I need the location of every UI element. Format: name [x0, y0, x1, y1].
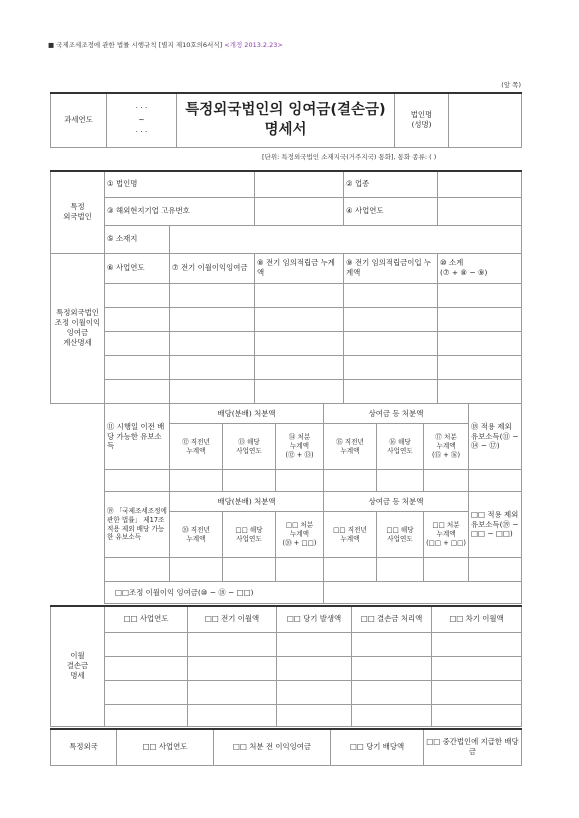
data-cell[interactable] [188, 704, 277, 726]
data-cell[interactable] [255, 379, 344, 403]
adjusted-surplus-label: □□조정 이월이익 잉여금(⑩ − ⑱ − □□) [105, 582, 324, 604]
fiscal-year-label: 과세연도 [51, 93, 107, 147]
last-section-label: 특정외국 [51, 729, 117, 765]
data-cell[interactable] [344, 355, 438, 379]
data-cell[interactable] [344, 283, 438, 307]
col-h24: □□ 해당 사업연도 [377, 512, 424, 558]
col-h13: ⑬ 해당 사업연도 [223, 424, 276, 470]
form-header [48, 40, 283, 49]
industry-cell: ② 업종 [344, 171, 438, 197]
last-h1: □□ 사업연도 [117, 729, 214, 765]
data-cell[interactable] [105, 355, 170, 379]
data-cell[interactable] [170, 379, 255, 403]
col-h11: ⑪ 시행일 이전 배당 가능한 유보소득 [105, 404, 170, 470]
business-year-input[interactable] [438, 197, 522, 225]
industry-input[interactable] [438, 171, 522, 197]
corp-name-field[interactable] [449, 93, 522, 147]
dividend-group-header-2: 배당(분배) 처분액 [170, 492, 324, 512]
data-cell[interactable] [170, 331, 255, 355]
calc-section-label: 특정외국법인 조정 이월이익 잉여금 계산명세 [51, 253, 105, 403]
form-title-line2: 명세서 [264, 122, 307, 139]
last-h2: □□ 처분 전 이익잉여금 [214, 729, 331, 765]
data-cell[interactable] [432, 680, 522, 704]
col-h16: ⑯ 해당 사업연도 [377, 424, 424, 470]
data-cell[interactable] [170, 355, 255, 379]
col-h22: □□ 처분 누계액 (⑳ + □□) [276, 512, 324, 558]
col-h15: ⑮ 직전년 누계액 [324, 424, 377, 470]
fiscal-year-field[interactable] [107, 93, 177, 147]
col-h8: ⑧ 전기 임의적립금 누계액 [255, 253, 344, 283]
col-h21: □□ 해당 사업연도 [223, 512, 276, 558]
data-cell[interactable] [352, 632, 432, 656]
data-cell[interactable] [105, 704, 188, 726]
data-cell[interactable] [344, 331, 438, 355]
col-h14: ⑭ 처분 누계액 (⑫ + ⑬) [276, 424, 324, 470]
fiscal-start-date: · · · [135, 103, 148, 113]
location-input[interactable] [170, 225, 522, 253]
data-cell[interactable] [170, 307, 255, 331]
regulation-text: ■ 국제조세조정에 관한 법률 시행규칙 [별지 제10호의6서식] [48, 41, 223, 49]
data-cell[interactable] [188, 656, 277, 680]
deficit-h3: □□ 당기 발생액 [277, 606, 352, 632]
adjusted-surplus-input[interactable] [324, 582, 522, 604]
fiscal-end-date: · · · [135, 127, 148, 137]
data-cell[interactable] [223, 470, 276, 492]
corp-name-cell: ① 법인명 [105, 171, 255, 197]
last-table [50, 728, 522, 766]
data-cell[interactable] [105, 470, 170, 492]
data-cell[interactable] [277, 680, 352, 704]
data-cell[interactable] [377, 558, 424, 582]
data-cell[interactable] [438, 331, 522, 355]
col-h20: ⑳ 직전년 누계액 [170, 512, 223, 558]
surplus-group-header-2: 상여금 등 처분액 [324, 492, 469, 512]
data-cell[interactable] [432, 632, 522, 656]
data-cell[interactable] [223, 558, 276, 582]
business-year-cell: ④ 사업연도 [344, 197, 438, 225]
form-title-line1: 특정외국법인의 잉여금(결손금) [185, 101, 386, 118]
main-table [50, 170, 522, 404]
data-cell[interactable] [324, 558, 377, 582]
dividend-group-header: 배당(분배) 처분액 [170, 404, 324, 424]
data-cell[interactable] [170, 283, 255, 307]
data-cell[interactable] [377, 470, 424, 492]
deficit-h1: □□ 사업연도 [105, 606, 188, 632]
data-cell[interactable] [352, 704, 432, 726]
amendment-text: <개정 2013.2.23> [224, 41, 283, 49]
data-cell[interactable] [424, 558, 469, 582]
foreign-id-input[interactable] [255, 197, 344, 225]
data-cell[interactable] [344, 379, 438, 403]
data-cell[interactable] [188, 632, 277, 656]
last-h3: □□ 당기 배당액 [331, 729, 424, 765]
data-cell[interactable] [438, 283, 522, 307]
data-cell[interactable] [469, 558, 522, 582]
data-cell[interactable] [105, 283, 170, 307]
data-cell[interactable] [105, 331, 170, 355]
col-h25: □□ 처분 누계액 (□□ + □□) [424, 512, 469, 558]
col-h19: ⑲ 「국제조세조정에 관한 법률」 제17조 적용 제외 배당 가능한 유보소득 [105, 492, 170, 558]
deficit-table [50, 605, 522, 727]
data-cell[interactable] [424, 470, 469, 492]
data-cell[interactable] [105, 632, 188, 656]
data-cell[interactable] [105, 680, 188, 704]
foreign-id-cell: ③ 해외현지기업 고유번호 [105, 197, 255, 225]
data-cell[interactable] [469, 470, 522, 492]
data-cell[interactable] [344, 307, 438, 331]
data-cell[interactable] [255, 283, 344, 307]
data-cell[interactable] [105, 656, 188, 680]
fiscal-tilde: ~ [138, 115, 145, 125]
company-section-label: 특정 외국법인 [51, 171, 105, 253]
deficit-h4: □□ 결손금 처리액 [352, 606, 432, 632]
data-cell[interactable] [438, 307, 522, 331]
data-cell[interactable] [277, 656, 352, 680]
data-cell[interactable] [170, 558, 223, 582]
data-cell[interactable] [352, 656, 432, 680]
corp-name-input[interactable] [255, 171, 344, 197]
col-h7: ⑦ 전기 이월이익잉여금 [170, 253, 255, 283]
location-cell: ⑤ 소재지 [105, 225, 170, 253]
data-cell[interactable] [105, 558, 170, 582]
title-table [50, 92, 522, 148]
data-cell[interactable] [188, 680, 277, 704]
data-cell[interactable] [276, 470, 324, 492]
corp-name-label: 법인명 (성명) [395, 93, 449, 147]
data-cell[interactable] [438, 355, 522, 379]
deficit-section-label: 이월 결손금 명세 [51, 606, 105, 726]
calc-detail-table [104, 403, 522, 604]
data-cell[interactable] [432, 704, 522, 726]
data-cell[interactable] [255, 355, 344, 379]
form-title [177, 93, 395, 147]
data-cell[interactable] [255, 307, 344, 331]
data-cell[interactable] [438, 379, 522, 403]
col-h17: ⑰ 처분 누계액 (⑮ + ⑯) [424, 424, 469, 470]
data-cell[interactable] [105, 307, 170, 331]
col-h6: ⑥ 사업연도 [105, 253, 170, 283]
data-cell[interactable] [170, 470, 223, 492]
col-h12: ⑫ 직전년 누계액 [170, 424, 223, 470]
deficit-h2: □□ 전기 이월액 [188, 606, 277, 632]
data-cell[interactable] [277, 632, 352, 656]
data-cell[interactable] [105, 379, 170, 403]
col-h9: ⑨ 전기 임의적립금이입 누계액 [344, 253, 438, 283]
data-cell[interactable] [324, 470, 377, 492]
deficit-h5: □□ 차기 이월액 [432, 606, 522, 632]
page-side-label: (앞 쪽) [501, 81, 521, 89]
col-h26: □□ 적용 제외 유보소득(⑲ − □□ − □□) [469, 492, 522, 558]
col-h10: ⑩ 소계 (⑦ + ⑧ − ⑨) [438, 253, 522, 283]
data-cell[interactable] [277, 704, 352, 726]
col-h18: ⑱ 적용 제외 유보소득(⑪ − ⑭ − ⑰) [469, 404, 522, 470]
data-cell[interactable] [352, 680, 432, 704]
surplus-group-header: 상여금 등 처분액 [324, 404, 469, 424]
data-cell[interactable] [255, 331, 344, 355]
last-h4: □□ 중간법인에 지급한 배당금 [424, 729, 522, 765]
col-h23: □□ 직전년 누계액 [324, 512, 377, 558]
unit-note: [단위: 특정외국법인 소재지국(거주지국) 통화], 통화 종류: ( ) [262, 153, 437, 161]
data-cell[interactable] [276, 558, 324, 582]
data-cell[interactable] [432, 656, 522, 680]
